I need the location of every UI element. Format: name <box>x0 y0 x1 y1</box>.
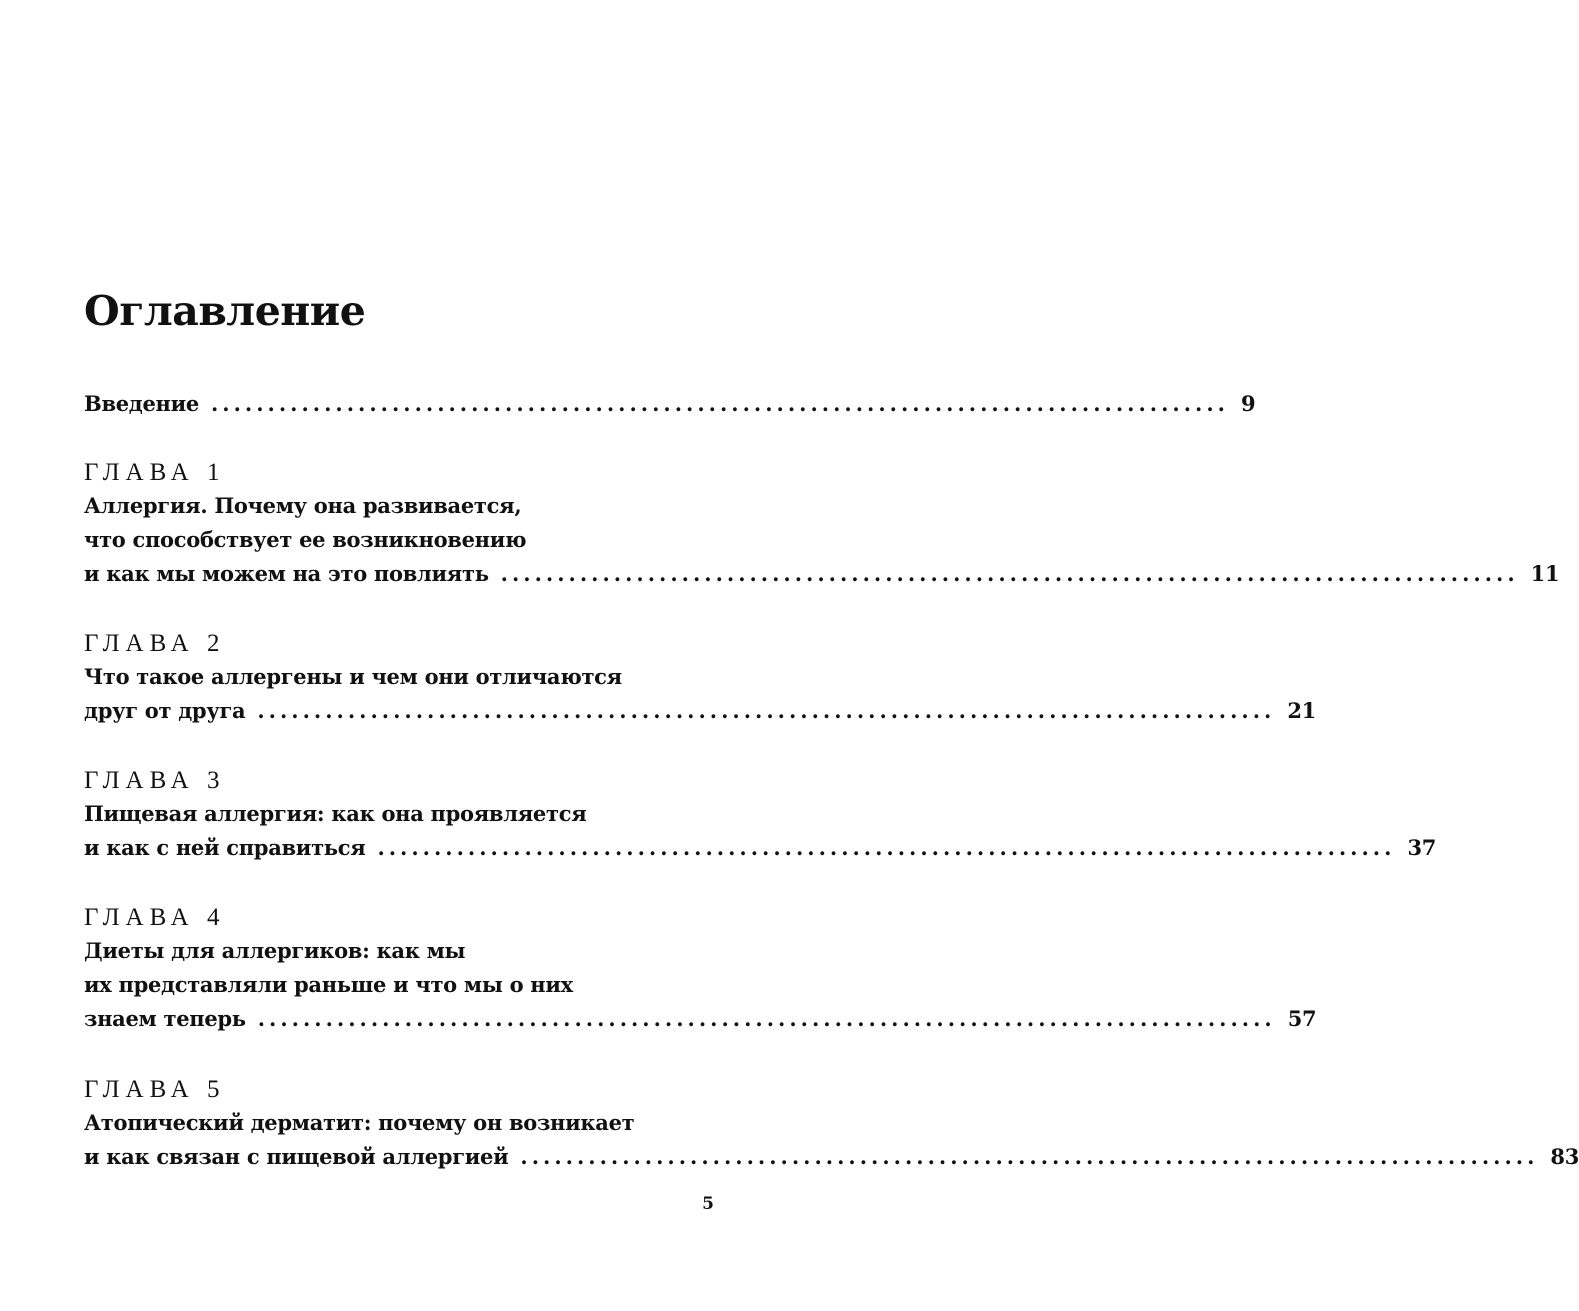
chapter-title-line: и как с ней справиться <box>84 835 366 860</box>
chapter-label: ГЛАВА 2 <box>84 630 226 657</box>
chapter-label: ГЛАВА 4 <box>84 904 226 931</box>
dot-leader: .......................................................................................... <box>500 561 1519 586</box>
page-number: 83 <box>1550 1144 1579 1169</box>
toc-entry-introduction[interactable] <box>84 387 1256 421</box>
chapter-title-line: и как связан с пищевой аллергией <box>84 1144 509 1169</box>
chapter-title-line: Аллергия. Почему она развивается, <box>84 493 522 518</box>
chapter-title-line: Пищевая аллергия: как она проявляется <box>84 801 587 826</box>
chapter-title-line: что способствует ее возникновению <box>84 527 527 552</box>
page-number: 9 <box>1240 391 1256 416</box>
page-number: 11 <box>1530 561 1560 586</box>
dot-leader: .......................................................................................... <box>520 1144 1539 1169</box>
chapter-title-line: и как мы можем на это повлиять <box>84 561 489 586</box>
page-number: 37 <box>1407 835 1437 860</box>
dot-leader: .......................................................................................... <box>377 835 1396 860</box>
page-number: 57 <box>1287 1006 1317 1031</box>
dot-leader: .......................................................................................... <box>210 391 1229 416</box>
chapter-title-line: Что такое аллергены и чем они отличаются <box>84 664 622 689</box>
toc-entry-chapter-1[interactable] <box>84 457 1560 591</box>
toc-entry-chapter-2[interactable] <box>84 628 1316 728</box>
toc-entry-chapter-3[interactable] <box>84 765 1437 865</box>
dot-leader: .......................................................................................... <box>257 698 1276 723</box>
chapter-title-line: друг от друга <box>84 698 246 723</box>
page-title: Оглавление <box>84 287 366 335</box>
toc-entry-chapter-4[interactable] <box>84 902 1317 1036</box>
chapter-title-line: их представляли раньше и что мы о них <box>84 972 573 997</box>
chapter-title-line: Атопический дерматит: почему он возникает <box>84 1110 635 1135</box>
toc-entry-title: Введение <box>84 391 199 416</box>
page-number: 21 <box>1287 698 1316 723</box>
chapter-title-line: Диеты для аллергиков: как мы <box>84 938 466 963</box>
chapter-label: ГЛАВА 5 <box>84 1076 226 1103</box>
chapter-label: ГЛАВА 3 <box>84 767 226 794</box>
folio-page-number: 5 <box>702 1194 714 1214</box>
chapter-label: ГЛАВА 1 <box>84 459 226 486</box>
chapter-title-line: знаем теперь <box>84 1006 246 1031</box>
dot-leader: .......................................................................................... <box>257 1006 1276 1031</box>
toc-entry-chapter-5[interactable] <box>84 1074 1579 1174</box>
